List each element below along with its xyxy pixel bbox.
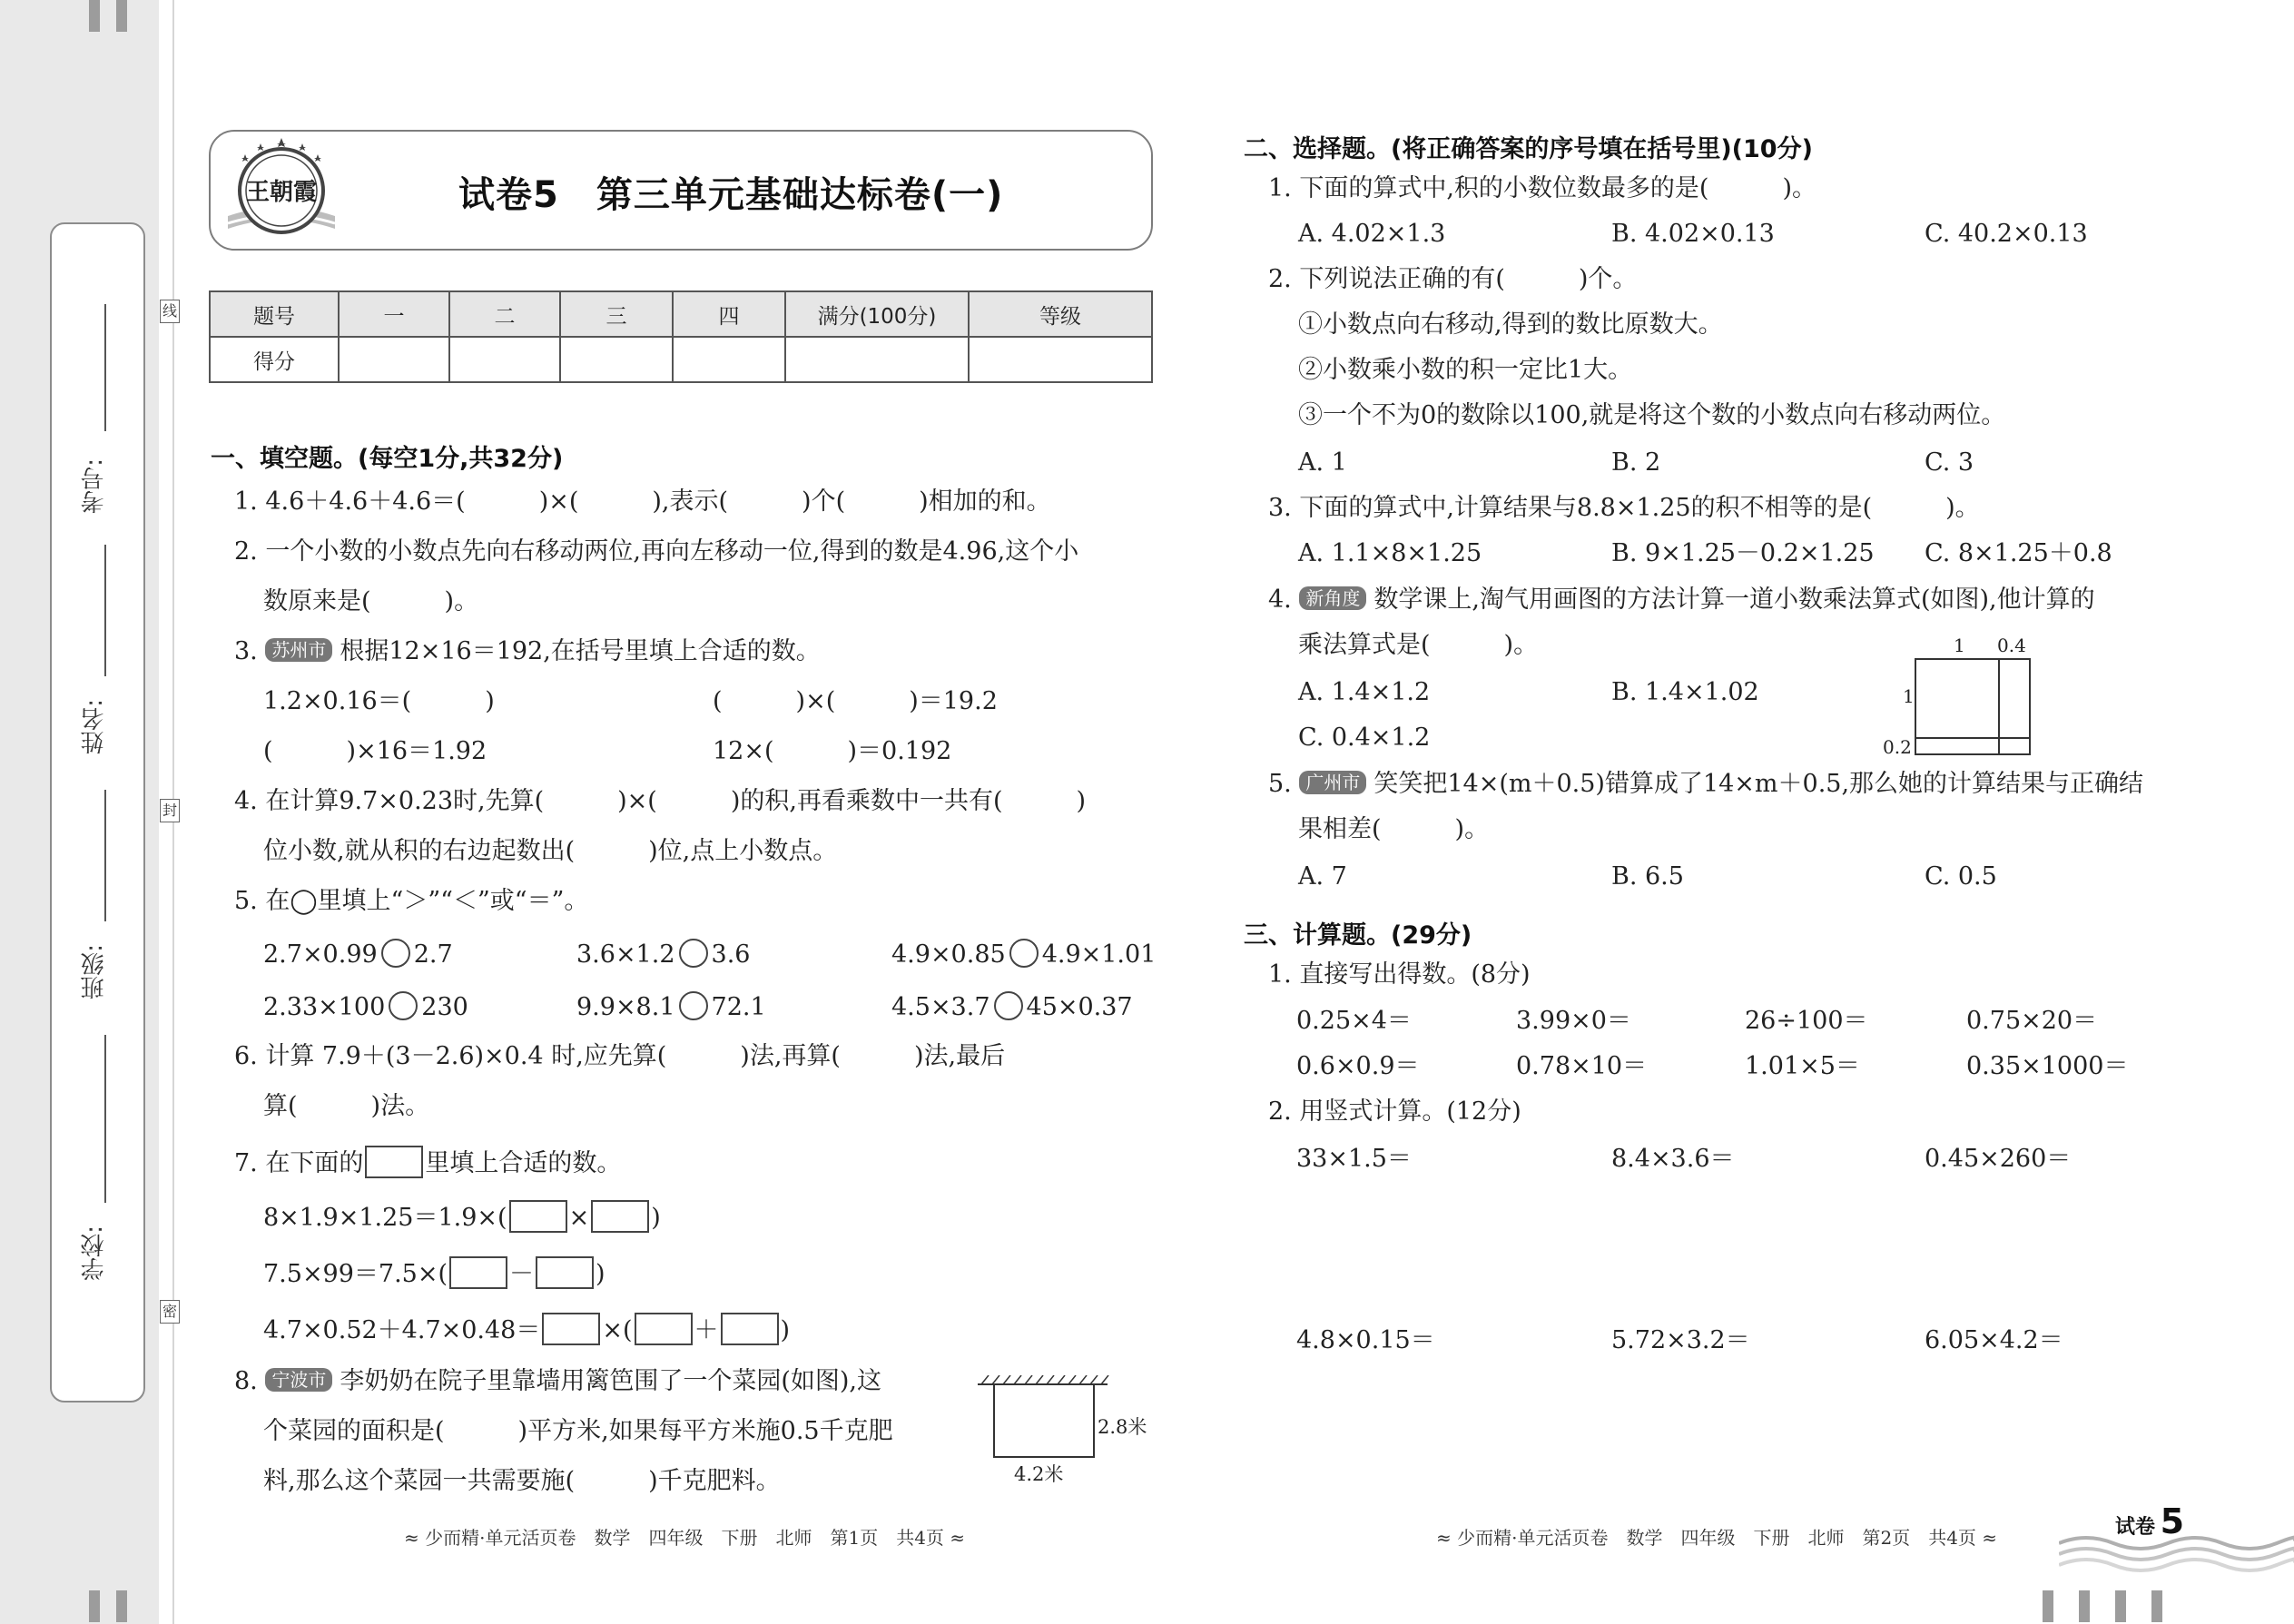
crop-marks-bottom-right bbox=[2043, 1590, 2162, 1622]
sample-box bbox=[365, 1146, 423, 1178]
answer-box[interactable] bbox=[509, 1200, 567, 1233]
vertical-calc-item: 8.4×3.6＝ bbox=[1611, 1145, 1735, 1173]
compare-circle[interactable] bbox=[994, 991, 1023, 1020]
answer-box[interactable] bbox=[536, 1256, 594, 1289]
mental-calc-item: 0.35×1000＝ bbox=[1966, 1052, 2129, 1080]
compare-circle[interactable] bbox=[389, 991, 418, 1020]
table-cell: 四 bbox=[673, 291, 785, 337]
region-tag: 广州市 bbox=[1299, 771, 1366, 794]
fig-label-left-02: 0.2 bbox=[1883, 736, 1912, 758]
choice-option[interactable]: C. 0.5 bbox=[1925, 862, 1997, 891]
compare-circle[interactable] bbox=[381, 939, 410, 968]
school-line[interactable] bbox=[104, 1035, 106, 1203]
score-cell[interactable] bbox=[673, 337, 785, 382]
question-text: 李奶奶在院子里靠墙用篱笆围了一个菜园(如图),这 bbox=[340, 1367, 882, 1395]
table-cell: 二 bbox=[449, 291, 560, 337]
table-cell: 等级 bbox=[969, 291, 1152, 337]
statement-3: ③一个不为0的数除以100,就是将这个数的小数点向右移动两位。 bbox=[1298, 401, 2006, 429]
question-2-line2: 数原来是( )。 bbox=[263, 587, 479, 615]
score-table bbox=[209, 290, 1153, 383]
answer-box[interactable] bbox=[635, 1313, 693, 1345]
compare-circle[interactable] bbox=[1009, 939, 1039, 968]
score-cell[interactable] bbox=[339, 337, 449, 382]
answer-box[interactable] bbox=[721, 1313, 779, 1345]
score-table-score-row bbox=[210, 337, 1152, 382]
answer-box[interactable] bbox=[591, 1200, 649, 1233]
question-6-line2: 算( )法。 bbox=[263, 1092, 430, 1120]
compare-item: 4.9×0.85 4.9×1.01 bbox=[891, 940, 1157, 969]
section-3-heading: 三、计算题。(29分) bbox=[1244, 921, 1472, 950]
choice-4-line1 bbox=[1268, 586, 2095, 615]
question-text: 笑笑把14×(m＋0.5)错算成了14×m＋0.5,那么她的计算结果与正确结 bbox=[1373, 770, 2144, 798]
region-tag: 苏州市 bbox=[265, 638, 332, 662]
mental-calc-item: 3.99×0＝ bbox=[1516, 1007, 1631, 1035]
class-label: 班级: bbox=[81, 944, 108, 999]
choice-2: 2. 下列说法正确的有( )个。 bbox=[1268, 265, 1638, 293]
answer-box[interactable] bbox=[542, 1313, 600, 1345]
compare-circle[interactable] bbox=[679, 939, 708, 968]
crop-marks-bottom bbox=[89, 1590, 127, 1622]
question-3 bbox=[234, 637, 821, 666]
choice-option[interactable]: B. 6.5 bbox=[1611, 862, 1684, 891]
compare-item: 2.33×100 230 bbox=[263, 993, 468, 1021]
vertical-calc-item: 5.72×3.2＝ bbox=[1611, 1326, 1750, 1354]
calc-2: 2. 用竖式计算。(12分) bbox=[1268, 1097, 1521, 1126]
page-badge-number: 5 bbox=[2160, 1501, 2185, 1541]
table-cell: 一 bbox=[339, 291, 449, 337]
name-line[interactable] bbox=[104, 545, 106, 676]
area-model-figure bbox=[1879, 632, 2043, 759]
question-7: 7. 在下面的 里填上合适的数。 bbox=[234, 1146, 621, 1178]
question-text: 数学课上,淘气用画图的方法计算一道小数乘法算式(如图),他计算的 bbox=[1373, 586, 2095, 614]
compare-item: 2.7×0.99 2.7 bbox=[263, 940, 453, 969]
compare-item: 4.5×3.7 45×0.37 bbox=[891, 993, 1133, 1021]
crop-marks-top bbox=[89, 0, 143, 32]
choice-option[interactable]: C. 8×1.25＋0.8 bbox=[1925, 539, 2112, 567]
vertical-calc-item: 0.45×260＝ bbox=[1925, 1145, 2072, 1173]
brand-logo bbox=[222, 134, 340, 247]
question-number: 8. bbox=[234, 1367, 258, 1395]
question-1: 1. 4.6＋4.6＋4.6＝( )×( ),表示( )个( )相加的和。 bbox=[234, 487, 1051, 516]
question-4-line1: 4. 在计算9.7×0.23时,先算( )×( )的积,再看乘数中一共有( ) bbox=[234, 787, 1087, 815]
q3-item-c: ( )×16＝1.92 bbox=[263, 737, 487, 765]
mental-calc-item: 1.01×5＝ bbox=[1745, 1052, 1860, 1080]
new-angle-tag: 新角度 bbox=[1299, 586, 1366, 610]
fig-label-left-1: 1 bbox=[1903, 685, 1915, 707]
vertical-calc-item: 4.8×0.15＝ bbox=[1296, 1326, 1435, 1354]
page-title: 试卷5 第三单元基础达标卷(一) bbox=[458, 174, 1004, 216]
choice-option[interactable]: B. 9×1.25－0.2×1.25 bbox=[1611, 539, 1875, 567]
choice-option[interactable]: C. 3 bbox=[1925, 448, 1974, 477]
question-6-line1: 6. 计算 7.9＋(3－2.6)×0.4 时,应先算( )法,再算( )法,最后 bbox=[234, 1042, 1006, 1070]
answer-box[interactable] bbox=[449, 1256, 507, 1289]
score-table-header-row bbox=[210, 291, 1152, 337]
choice-option[interactable]: B. 2 bbox=[1611, 448, 1661, 477]
exam-number-label: 考号: bbox=[81, 458, 108, 514]
vertical-calc-item: 33×1.5＝ bbox=[1296, 1145, 1412, 1173]
mental-calc-item: 0.78×10＝ bbox=[1516, 1052, 1648, 1080]
choice-5-line1 bbox=[1268, 770, 2143, 799]
mental-calc-item: 26÷100＝ bbox=[1745, 1007, 1868, 1035]
choice-option[interactable]: A. 7 bbox=[1298, 862, 1347, 891]
garden-height-label: 2.8米 bbox=[1098, 1416, 1147, 1438]
compare-circle[interactable] bbox=[679, 991, 708, 1020]
score-cell[interactable] bbox=[969, 337, 1152, 382]
calc-1: 1. 直接写出得数。(8分) bbox=[1268, 960, 1531, 989]
compare-item: 3.6×1.2 3.6 bbox=[576, 940, 751, 969]
garden-figure bbox=[976, 1375, 1157, 1489]
question-text: 根据12×16＝192,在括号里填上合适的数。 bbox=[340, 637, 821, 665]
mental-calc-item: 0.6×0.9＝ bbox=[1296, 1052, 1420, 1080]
q7-item-3: 4.7×0.52＋4.7×0.48＝ ×( ＋ ) bbox=[263, 1313, 790, 1345]
fig-label-top-1: 1 bbox=[1954, 635, 1965, 656]
statement-1: ①小数点向右移动,得到的数比原数大。 bbox=[1298, 310, 1723, 339]
table-cell: 题号 bbox=[210, 291, 339, 337]
choice-option[interactable]: A. 4.02×1.3 bbox=[1298, 220, 1446, 248]
choice-option[interactable]: B. 1.4×1.02 bbox=[1611, 678, 1759, 706]
page-badge-label: 试卷 bbox=[2115, 1516, 2156, 1539]
question-8-line1 bbox=[234, 1367, 881, 1396]
question-5: 5. 在◯里填上“＞”“＜”或“＝”。 bbox=[234, 887, 589, 915]
choice-option[interactable]: C. 40.2×0.13 bbox=[1925, 220, 2088, 248]
choice-option[interactable]: C. 0.4×1.2 bbox=[1298, 723, 1431, 752]
table-cell: 三 bbox=[560, 291, 673, 337]
statement-2: ②小数乘小数的积一定比1大。 bbox=[1298, 356, 1633, 384]
question-4-line2: 位小数,就从积的右边起数出( )位,点上小数点。 bbox=[263, 837, 838, 865]
seal-mark-seal: 封 bbox=[160, 799, 180, 822]
question-8-line3: 料,那么这个菜园一共需要施( )千克肥料。 bbox=[263, 1467, 781, 1495]
fig-label-top-04: 0.4 bbox=[1997, 635, 2026, 656]
school-label: 学校: bbox=[81, 1225, 108, 1281]
seal-mark-line: 线 bbox=[160, 300, 180, 323]
choice-option[interactable]: B. 4.02×0.13 bbox=[1611, 220, 1775, 248]
q3-item-d: 12×( )＝0.192 bbox=[713, 737, 952, 765]
choice-option[interactable]: A. 1 bbox=[1298, 448, 1347, 477]
choice-option[interactable]: A. 1.1×8×1.25 bbox=[1298, 539, 1482, 567]
table-cell: 满分(100分) bbox=[785, 291, 969, 337]
section-1-heading: 一、填空题。(每空1分,共32分) bbox=[211, 445, 564, 473]
table-cell: 得分 bbox=[210, 337, 339, 382]
name-label: 姓名: bbox=[81, 699, 108, 754]
page-footer-left: ≈ 少而精·单元活页卷 数学 四年级 下册 北师 第1页 共4页 ≈ bbox=[404, 1527, 966, 1549]
region-tag: 宁波市 bbox=[265, 1368, 332, 1392]
q3-item-a: 1.2×0.16＝( ) bbox=[263, 687, 495, 715]
score-cell[interactable] bbox=[785, 337, 969, 382]
section-2-heading: 二、选择题。(将正确答案的序号填在括号里)(10分) bbox=[1244, 135, 1813, 163]
logo-text: 王朝霞 bbox=[245, 179, 318, 206]
page-footer-right: ≈ 少而精·单元活页卷 数学 四年级 下册 北师 第2页 共4页 ≈ bbox=[1436, 1527, 1998, 1549]
seal-mark-secret: 密 bbox=[160, 1300, 180, 1324]
score-cell[interactable] bbox=[560, 337, 673, 382]
q7-item-2: 7.5×99＝7.5×( － ) bbox=[263, 1256, 605, 1289]
choice-1: 1. 下面的算式中,积的小数位数最多的是( )。 bbox=[1268, 174, 1816, 202]
q7-item-1: 8×1.9×1.25＝1.9×( × ) bbox=[263, 1200, 661, 1233]
score-cell[interactable] bbox=[449, 337, 560, 382]
class-line[interactable] bbox=[104, 790, 106, 921]
question-number: 4. bbox=[1268, 586, 1292, 614]
question-number: 3. bbox=[234, 637, 258, 665]
choice-3: 3. 下面的算式中,计算结果与8.8×1.25的积不相等的是( )。 bbox=[1268, 494, 1980, 522]
garden-width-label: 4.2米 bbox=[1014, 1463, 1064, 1485]
vertical-calc-item: 6.05×4.2＝ bbox=[1925, 1326, 2063, 1354]
choice-option[interactable]: A. 1.4×1.2 bbox=[1298, 678, 1431, 706]
mental-calc-item: 0.75×20＝ bbox=[1966, 1007, 2098, 1035]
mental-calc-item: 0.25×4＝ bbox=[1296, 1007, 1412, 1035]
question-8-line2: 个菜园的面积是( )平方米,如果每平方米施0.5千克肥 bbox=[263, 1417, 893, 1445]
question-number: 5. bbox=[1268, 770, 1292, 798]
choice-4-line2: 乘法算式是( )。 bbox=[1298, 631, 1539, 659]
question-2-line1: 2. 一个小数的小数点先向右移动两位,再向左移动一位,得到的数是4.96,这个小 bbox=[234, 537, 1079, 566]
exam-number-line[interactable] bbox=[104, 304, 106, 431]
page-badge bbox=[2115, 1501, 2184, 1541]
compare-item: 9.9×8.1 72.1 bbox=[576, 993, 766, 1021]
choice-5-line2: 果相差( )。 bbox=[1298, 815, 1490, 843]
q3-item-b: ( )×( )＝19.2 bbox=[713, 687, 998, 715]
